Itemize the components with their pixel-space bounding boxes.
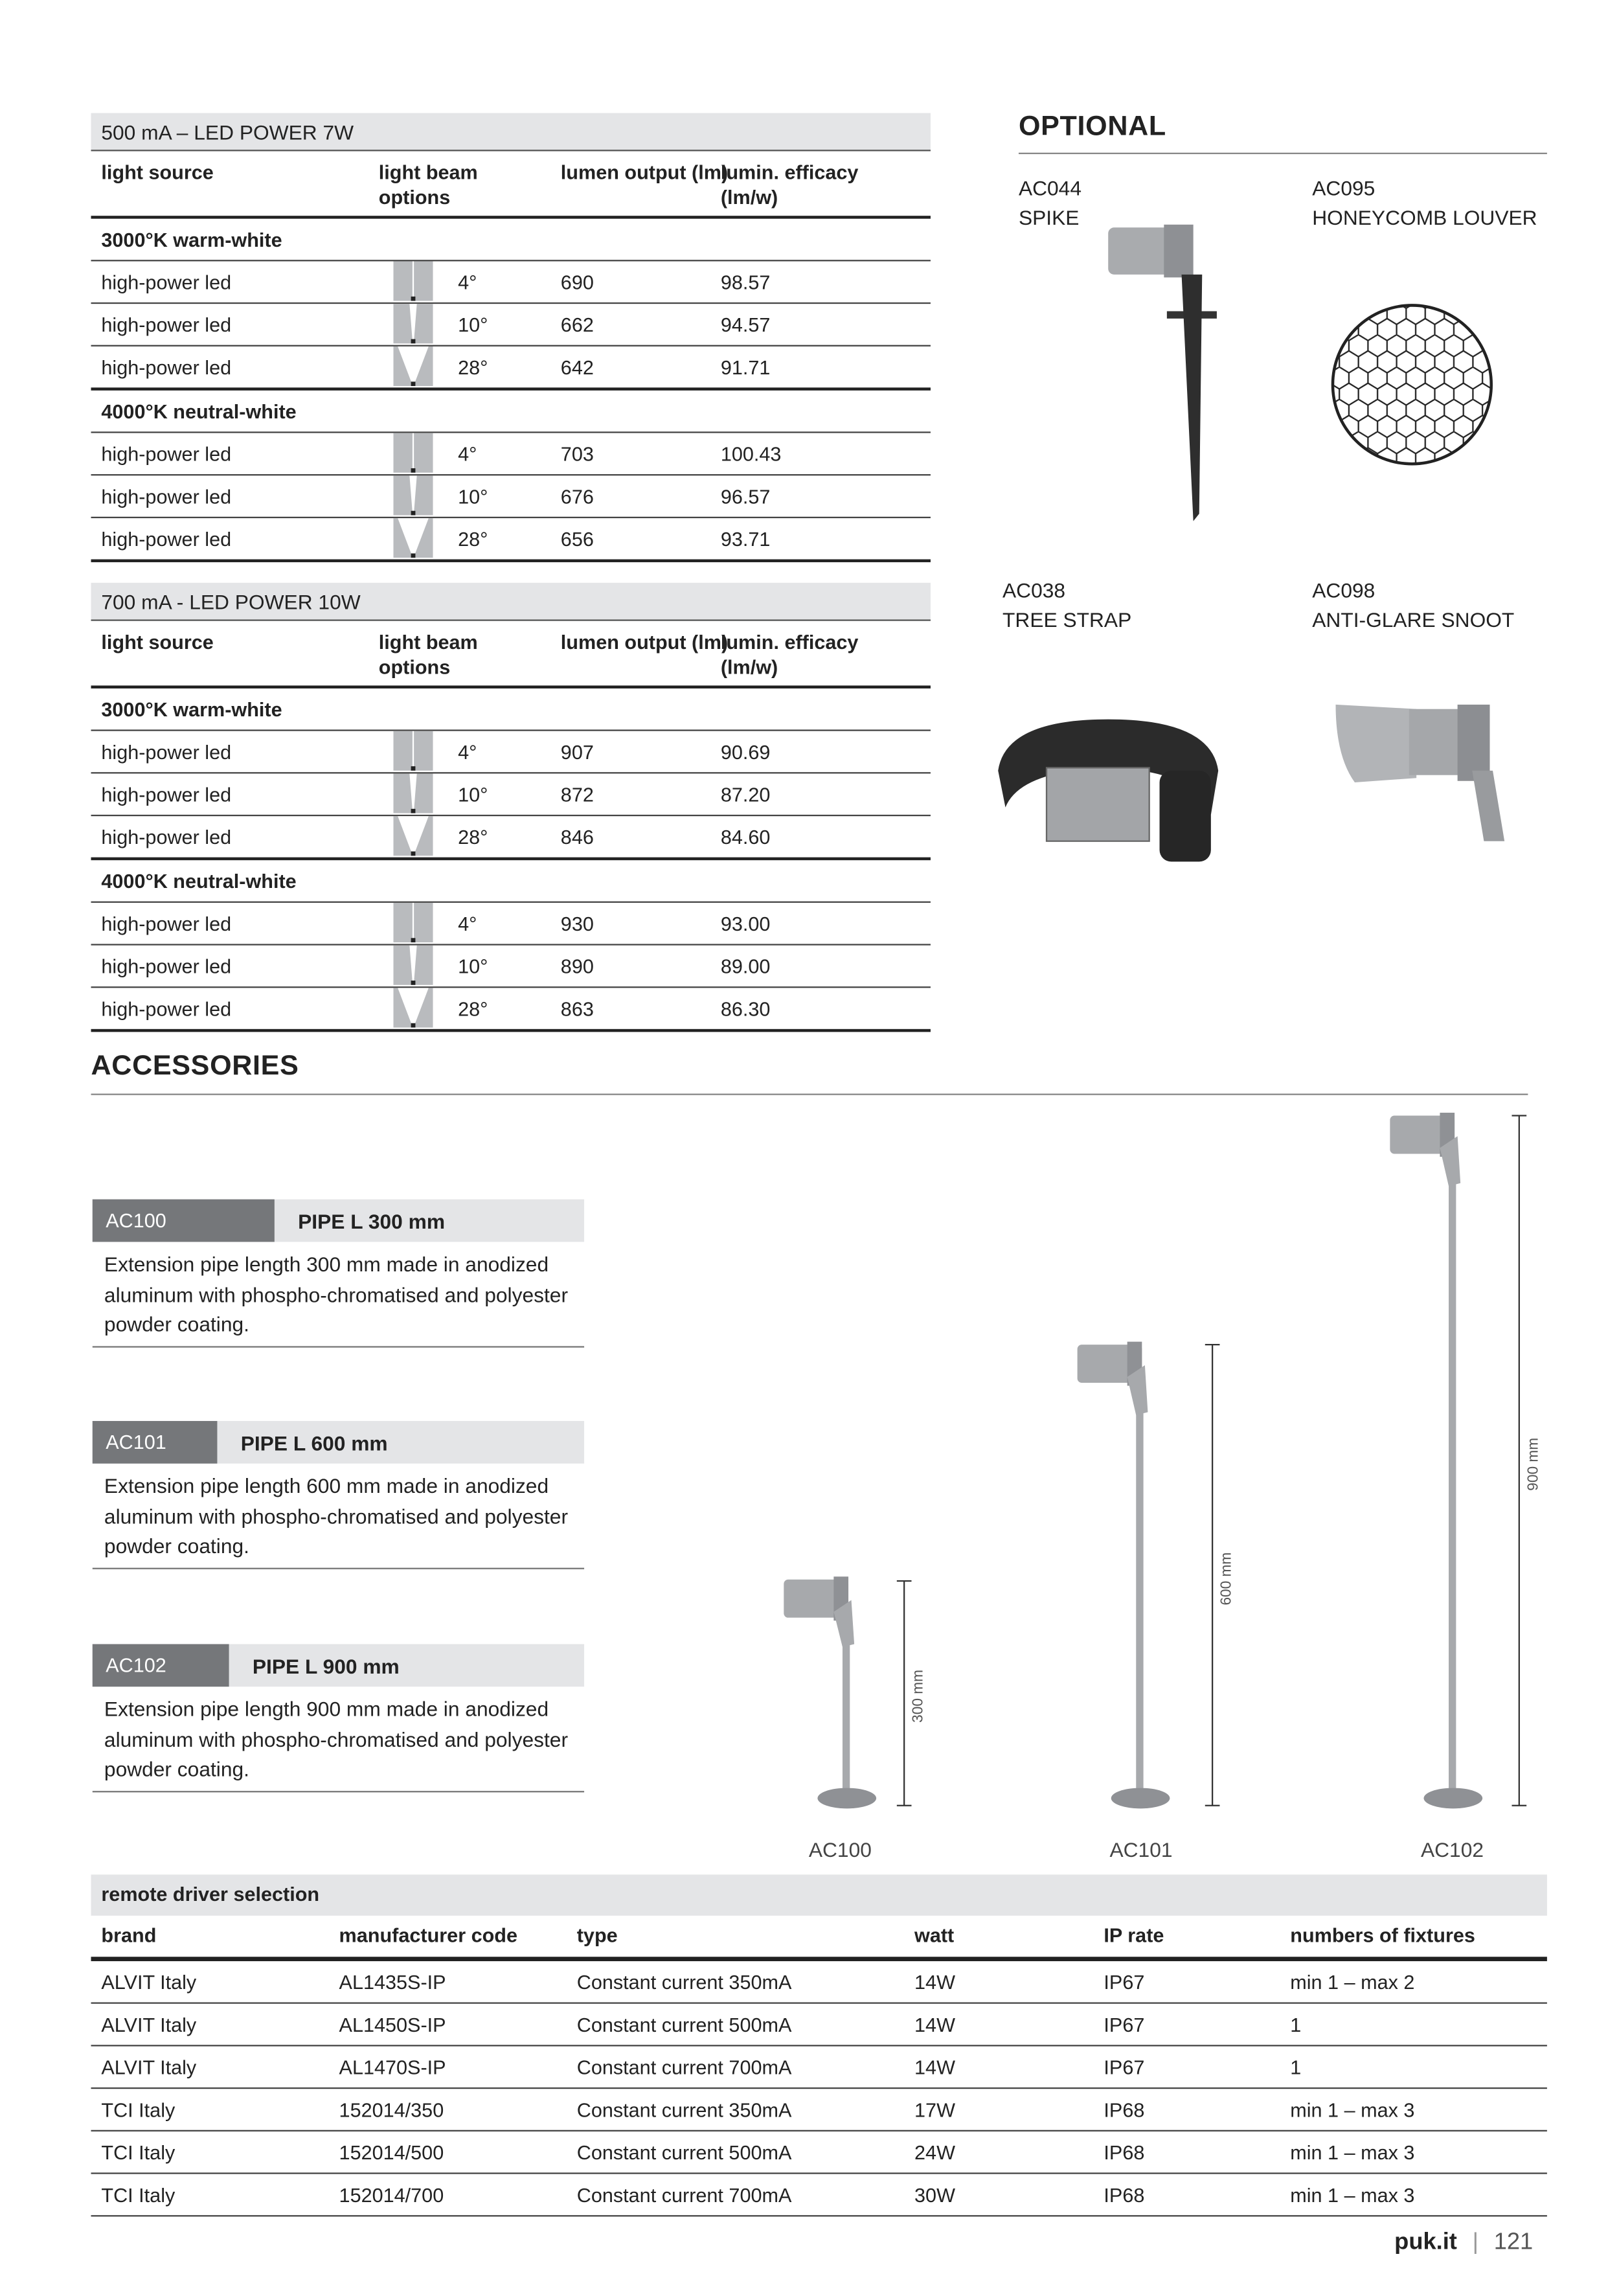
optional-item-ac038 bbox=[1002, 575, 1131, 634]
light-source: high-power led bbox=[101, 443, 232, 466]
group-header bbox=[91, 391, 931, 433]
lumen-output: 907 bbox=[560, 741, 594, 764]
driver-cell: 1 bbox=[1290, 2056, 1302, 2079]
column-header: lumen output (lm) bbox=[560, 161, 729, 184]
luminous-efficacy: 84.60 bbox=[720, 826, 771, 849]
driver-row bbox=[91, 2004, 1547, 2047]
light-source: high-power led bbox=[101, 486, 232, 508]
light-source: high-power led bbox=[101, 271, 232, 294]
group-name: 4000°K neutral-white bbox=[101, 870, 297, 893]
accessory-description: Extension pipe length 600 mm made in anodized aluminum with phospho-chromatised and polyester powder coating. bbox=[93, 1464, 584, 1569]
table-row bbox=[91, 946, 931, 988]
driver-cell: ALVIT Italy bbox=[101, 2014, 197, 2036]
driver-cell: 30W bbox=[914, 2184, 955, 2207]
table-title: 500 mA – LED POWER 7W bbox=[91, 113, 931, 152]
light-source: high-power led bbox=[101, 998, 232, 1021]
ac100-drawing bbox=[784, 1576, 911, 1808]
driver-cell: IP67 bbox=[1104, 1971, 1145, 1994]
beam-angle: 28° bbox=[458, 826, 488, 849]
column-header: brand bbox=[101, 1924, 157, 1947]
beam-angle: 10° bbox=[458, 955, 488, 978]
column-header: IP rate bbox=[1104, 1924, 1164, 1947]
drawing-label-ac101: AC101 bbox=[1109, 1837, 1173, 1861]
table-row bbox=[91, 773, 931, 816]
driver-cell: Constant current 700mA bbox=[576, 2184, 792, 2207]
beam-angle-icon bbox=[393, 946, 433, 985]
beam-angle: 28° bbox=[458, 528, 488, 551]
column-header: type bbox=[576, 1924, 618, 1947]
column-header: light beam options bbox=[378, 631, 478, 679]
column-header: lumen output (lm) bbox=[560, 631, 729, 654]
tree-strap-image bbox=[991, 712, 1226, 866]
accessory-ac101 bbox=[93, 1421, 584, 1569]
item-name: SPIKE bbox=[1018, 205, 1080, 229]
group-name: 4000°K neutral-white bbox=[101, 400, 297, 423]
accessory-name: PIPE L 300 mm bbox=[298, 1209, 446, 1233]
optional-item-ac098 bbox=[1312, 575, 1514, 634]
lumen-output: 662 bbox=[560, 314, 594, 337]
beam-angle: 28° bbox=[458, 998, 488, 1021]
luminous-efficacy: 100.43 bbox=[720, 443, 782, 466]
divider bbox=[91, 1094, 1528, 1095]
column-header: light beam options bbox=[378, 161, 478, 209]
item-code: AC095 bbox=[1312, 176, 1376, 200]
driver-cell: IP68 bbox=[1104, 2184, 1145, 2207]
luminous-efficacy: 90.69 bbox=[720, 741, 771, 764]
led-table-500ma bbox=[91, 113, 931, 563]
luminous-efficacy: 93.00 bbox=[720, 913, 771, 935]
column-header: watt bbox=[914, 1924, 955, 1947]
luminous-efficacy: 89.00 bbox=[720, 955, 771, 978]
dimension-600: 600 mm bbox=[1219, 1552, 1236, 1606]
driver-cell: min 1 – max 3 bbox=[1290, 2099, 1415, 2122]
light-source: high-power led bbox=[101, 528, 232, 551]
item-code: AC044 bbox=[1018, 176, 1081, 200]
column-header: lumin. efficacy (lm/w) bbox=[720, 161, 859, 209]
beam-angle: 4° bbox=[458, 443, 477, 466]
column-headers bbox=[91, 151, 931, 218]
accessory-code: AC100 bbox=[93, 1199, 275, 1242]
driver-cell: IP68 bbox=[1104, 2141, 1145, 2164]
honeycomb-louver-image bbox=[1330, 302, 1494, 467]
divider bbox=[1019, 153, 1547, 154]
driver-cell: 152014/350 bbox=[339, 2099, 444, 2122]
beam-angle: 4° bbox=[458, 913, 477, 935]
luminous-efficacy: 86.30 bbox=[720, 998, 771, 1021]
driver-cell: 14W bbox=[914, 2056, 955, 2079]
driver-cell: Constant current 350mA bbox=[576, 2099, 792, 2122]
table-row bbox=[91, 988, 931, 1032]
spike-image bbox=[1094, 220, 1226, 529]
driver-row bbox=[91, 2047, 1547, 2089]
item-code: AC038 bbox=[1002, 578, 1066, 602]
accessories-heading: ACCESSORIES bbox=[91, 1051, 299, 1082]
pipe-drawings bbox=[764, 1101, 1556, 1821]
driver-row bbox=[91, 2089, 1547, 2131]
beam-angle: 10° bbox=[458, 486, 488, 508]
beam-angle: 4° bbox=[458, 741, 477, 764]
lumen-output: 872 bbox=[560, 784, 594, 806]
lumen-output: 863 bbox=[560, 998, 594, 1021]
ac101-drawing bbox=[1078, 1342, 1220, 1809]
accessory-name: PIPE L 600 mm bbox=[240, 1431, 388, 1455]
driver-row bbox=[91, 2174, 1547, 2217]
drawing-label-ac100: AC100 bbox=[808, 1837, 872, 1861]
optional-item-ac095 bbox=[1312, 173, 1537, 232]
column-header: numbers of fixtures bbox=[1290, 1924, 1475, 1947]
driver-cell: ALVIT Italy bbox=[101, 2056, 197, 2079]
column-header: lumin. efficacy (lm/w) bbox=[720, 631, 859, 679]
driver-cell: 24W bbox=[914, 2141, 955, 2164]
footer-site: puk.it bbox=[1394, 2229, 1457, 2255]
driver-cell: ALVIT Italy bbox=[101, 1971, 197, 1994]
beam-angle-icon bbox=[393, 475, 433, 515]
table-row bbox=[91, 518, 931, 562]
luminous-efficacy: 87.20 bbox=[720, 784, 771, 806]
beam-angle-icon bbox=[393, 261, 433, 301]
drawing-label-ac102: AC102 bbox=[1420, 1837, 1484, 1861]
accessory-ac102 bbox=[93, 1644, 584, 1791]
beam-angle-icon bbox=[393, 518, 433, 558]
column-headers bbox=[91, 621, 931, 688]
driver-cell: TCI Italy bbox=[101, 2099, 175, 2122]
accessory-code: AC101 bbox=[93, 1421, 218, 1464]
light-source: high-power led bbox=[101, 913, 232, 935]
driver-cell: min 1 – max 3 bbox=[1290, 2141, 1415, 2164]
driver-cell: Constant current 500mA bbox=[576, 2014, 792, 2036]
remote-driver-table bbox=[91, 1874, 1547, 2216]
driver-table-title: remote driver selection bbox=[91, 1874, 1547, 1915]
driver-row bbox=[91, 2131, 1547, 2174]
table-row bbox=[91, 304, 931, 347]
driver-cell: Constant current 350mA bbox=[576, 1971, 792, 1994]
group-name: 3000°K warm-white bbox=[101, 229, 282, 251]
driver-cell: AL1450S-IP bbox=[339, 2014, 446, 2036]
column-header: light source bbox=[101, 161, 214, 184]
driver-cell: 17W bbox=[914, 2099, 955, 2122]
column-header: light source bbox=[101, 631, 214, 654]
column-header: manufacturer code bbox=[339, 1924, 518, 1947]
anti-glare-snoot-image bbox=[1328, 698, 1519, 852]
lumen-output: 690 bbox=[560, 271, 594, 294]
beam-angle-icon bbox=[393, 433, 433, 473]
driver-cell: 14W bbox=[914, 2014, 955, 2036]
luminous-efficacy: 98.57 bbox=[720, 271, 771, 294]
accessory-name: PIPE L 900 mm bbox=[252, 1654, 400, 1678]
driver-row bbox=[91, 1961, 1547, 2004]
footer: puk.it | 121 bbox=[1394, 2229, 1534, 2255]
item-name: HONEYCOMB LOUVER bbox=[1312, 205, 1537, 229]
table-row bbox=[91, 347, 931, 391]
lumen-output: 846 bbox=[560, 826, 594, 849]
beam-angle-icon bbox=[393, 816, 433, 856]
driver-cell: IP67 bbox=[1104, 2014, 1145, 2036]
beam-angle-icon bbox=[393, 773, 433, 813]
lumen-output: 703 bbox=[560, 443, 594, 466]
accessory-description: Extension pipe length 900 mm made in anodized aluminum with phospho-chromatised and polyester powder coating. bbox=[93, 1687, 584, 1791]
luminous-efficacy: 93.71 bbox=[720, 528, 771, 551]
item-code: AC098 bbox=[1312, 578, 1376, 602]
driver-cell: IP67 bbox=[1104, 2056, 1145, 2079]
table-row bbox=[91, 475, 931, 518]
luminous-efficacy: 96.57 bbox=[720, 486, 771, 508]
table-row bbox=[91, 816, 931, 860]
group-header bbox=[91, 219, 931, 262]
lumen-output: 890 bbox=[560, 955, 594, 978]
light-source: high-power led bbox=[101, 955, 232, 978]
group-name: 3000°K warm-white bbox=[101, 698, 282, 721]
item-name: TREE STRAP bbox=[1002, 608, 1132, 631]
light-source: high-power led bbox=[101, 356, 232, 379]
driver-cell: TCI Italy bbox=[101, 2184, 175, 2207]
ac102-drawing bbox=[1390, 1113, 1526, 1808]
driver-cell: 1 bbox=[1290, 2014, 1302, 2036]
beam-angle-icon bbox=[393, 304, 433, 343]
optional-item-ac044 bbox=[1019, 173, 1081, 232]
light-source: high-power led bbox=[101, 741, 232, 764]
driver-table-header bbox=[91, 1916, 1547, 1961]
table-row bbox=[91, 261, 931, 304]
group-header bbox=[91, 688, 931, 731]
table-title: 700 mA - LED POWER 10W bbox=[91, 583, 931, 621]
accessory-code: AC102 bbox=[93, 1644, 229, 1687]
optional-heading: OPTIONAL bbox=[1018, 111, 1166, 142]
light-source: high-power led bbox=[101, 826, 232, 849]
lumen-output: 642 bbox=[560, 356, 594, 379]
light-source: high-power led bbox=[101, 784, 232, 806]
driver-cell: 152014/500 bbox=[339, 2141, 444, 2164]
item-name: ANTI-GLARE SNOOT bbox=[1312, 608, 1515, 631]
driver-cell: 14W bbox=[914, 1971, 955, 1994]
table-row bbox=[91, 433, 931, 476]
driver-cell: Constant current 500mA bbox=[576, 2141, 792, 2164]
beam-angle: 10° bbox=[458, 314, 488, 337]
accessory-description: Extension pipe length 300 mm made in anodized aluminum with phospho-chromatised and polyester powder coating. bbox=[93, 1242, 584, 1347]
beam-angle-icon bbox=[393, 988, 433, 1027]
driver-cell: IP68 bbox=[1104, 2099, 1145, 2122]
accessory-ac100 bbox=[93, 1199, 584, 1347]
dimension-300: 300 mm bbox=[911, 1670, 927, 1723]
luminous-efficacy: 91.71 bbox=[720, 356, 771, 379]
driver-cell: min 1 – max 2 bbox=[1290, 1971, 1415, 1994]
beam-angle-icon bbox=[393, 903, 433, 942]
beam-angle-icon bbox=[393, 731, 433, 771]
driver-cell: AL1435S-IP bbox=[339, 1971, 446, 1994]
beam-angle: 10° bbox=[458, 784, 488, 806]
table-row bbox=[91, 731, 931, 774]
lumen-output: 930 bbox=[560, 913, 594, 935]
led-table-700ma bbox=[91, 583, 931, 1032]
group-header bbox=[91, 860, 931, 903]
beam-angle: 28° bbox=[458, 356, 488, 379]
lumen-output: 676 bbox=[560, 486, 594, 508]
driver-cell: Constant current 700mA bbox=[576, 2056, 792, 2079]
driver-cell: AL1470S-IP bbox=[339, 2056, 446, 2079]
beam-angle: 4° bbox=[458, 271, 477, 294]
light-source: high-power led bbox=[101, 314, 232, 337]
driver-cell: min 1 – max 3 bbox=[1290, 2184, 1415, 2207]
luminous-efficacy: 94.57 bbox=[720, 314, 771, 337]
driver-cell: TCI Italy bbox=[101, 2141, 175, 2164]
beam-angle-icon bbox=[393, 347, 433, 386]
table-row bbox=[91, 903, 931, 946]
dimension-900: 900 mm bbox=[1526, 1437, 1543, 1491]
lumen-output: 656 bbox=[560, 528, 594, 551]
driver-cell: 152014/700 bbox=[339, 2184, 444, 2207]
page-number: 121 bbox=[1493, 2229, 1534, 2255]
